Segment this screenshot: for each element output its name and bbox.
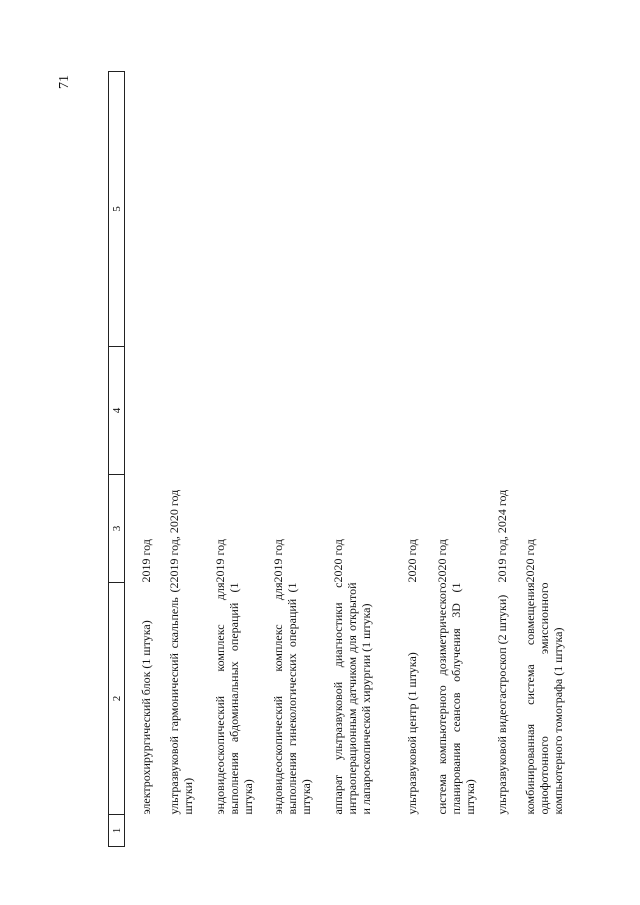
equipment-name: ультразвуковой видеогастроскоп (2 штуки) <box>495 594 509 815</box>
equipment-year: 2020 год <box>331 539 345 583</box>
header-cell-4: 4 <box>109 347 125 475</box>
header-row <box>109 72 125 847</box>
table-row <box>523 72 569 847</box>
header-cell-3: 3 <box>109 475 125 583</box>
equipment-name: эндовидеоскопический комплекс для выполнения гинекологических операций (1 штука) <box>271 582 313 815</box>
table-row <box>139 72 167 847</box>
equipment-name: комбинированная система совмещения однофотонного эмиссионного компьютерного томографа (1 штука) <box>523 582 565 815</box>
spacer-row <box>125 72 140 847</box>
table-row <box>495 72 523 847</box>
header-cell-1: 1 <box>109 815 125 847</box>
equipment-name: аппарат ультразвуковой диагностики с интраоперационным датчиком для открытой и лапароскопической хирургии (1 штука) <box>331 582 373 815</box>
equipment-year: 2020 год <box>405 539 419 583</box>
equipment-year: 2019 год <box>139 539 153 583</box>
rotated-table-sheet <box>108 72 565 847</box>
equipment-year: 2019 год, 2020 год <box>167 489 181 583</box>
page-number: 71 <box>57 75 72 89</box>
table-row <box>213 72 271 847</box>
table-row <box>435 72 495 847</box>
equipment-year: 2020 год <box>435 539 449 583</box>
equipment-table <box>108 71 569 847</box>
equipment-year: 2019 год <box>271 539 285 583</box>
header-cell-2: 2 <box>109 583 125 815</box>
table-row <box>167 72 213 847</box>
equipment-year: 2020 год <box>523 539 537 583</box>
equipment-name: электрохирургический блок (1 штука) <box>139 620 153 815</box>
header-cell-5: 5 <box>109 72 125 347</box>
equipment-name: ультразвуковой центр (1 штука) <box>405 652 419 815</box>
equipment-name: эндовидеоскопический комплекс для выполнения абдоминальных операций (1 штука) <box>213 582 255 815</box>
equipment-year: 2019 год, 2024 год <box>495 489 509 583</box>
equipment-year: 2019 год <box>213 539 227 583</box>
equipment-name: система компьютерного дозиметрического планирования сеансов облучения 3D (1 штука) <box>435 582 477 815</box>
equipment-name: ультразвуковой гармонический скальпель (2 штуки) <box>167 582 195 815</box>
table-row <box>271 72 331 847</box>
table-row <box>331 72 405 847</box>
table-row <box>405 72 435 847</box>
